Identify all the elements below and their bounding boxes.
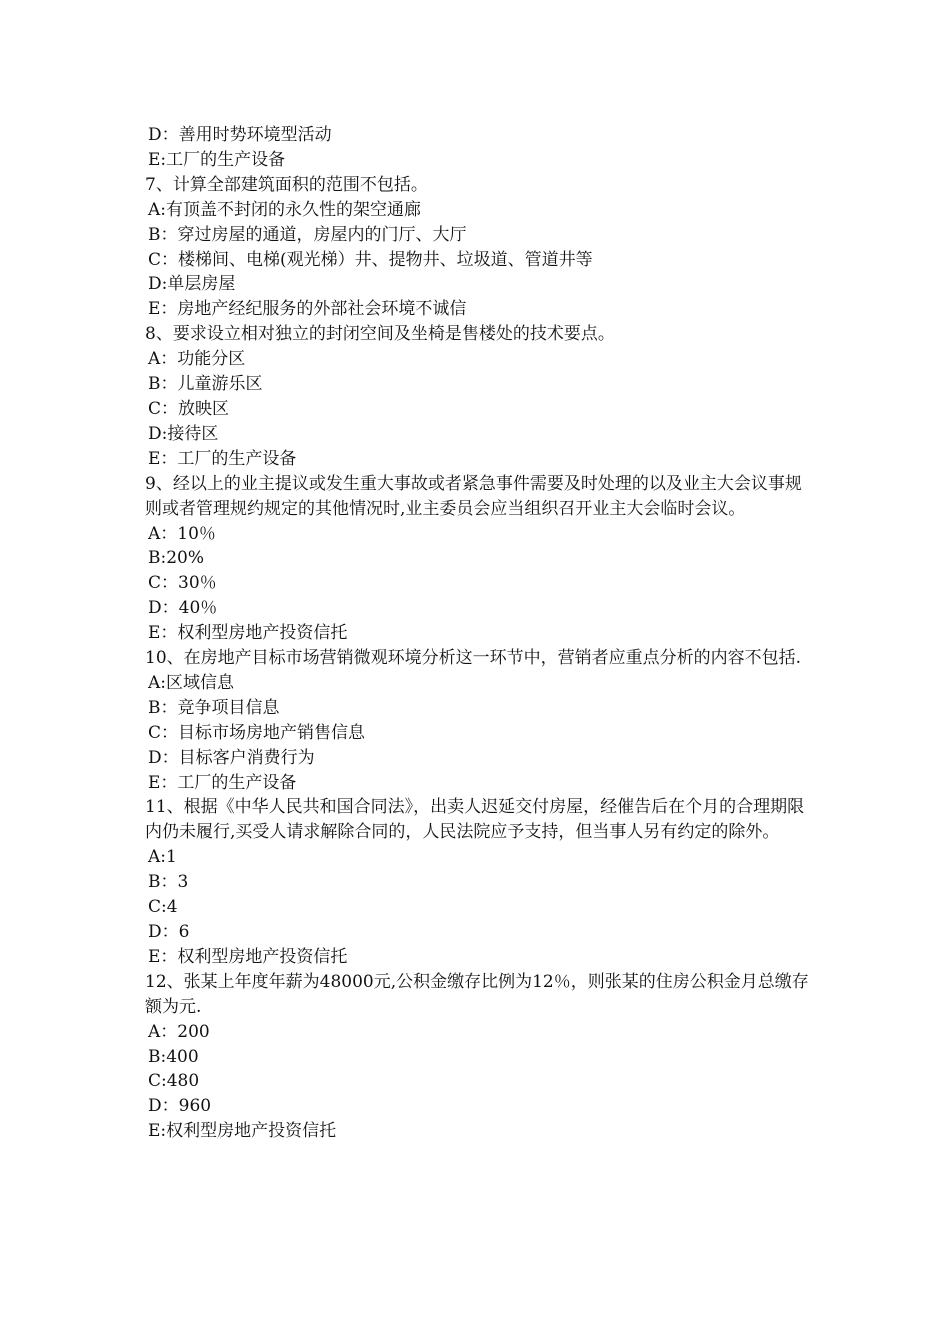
answer-option: C:480 [148,1071,200,1092]
answer-option: C:4 [148,897,178,918]
answer-option: C：楼梯间、电梯(观光梯）井、提物井、垃圾道、管道井等 [148,249,593,270]
answer-option: D：40％ [148,598,218,619]
answer-option: A:区域信息 [148,672,235,693]
answer-option: D：960 [148,1096,212,1117]
answer-option: E：权利型房地产投资信托 [148,946,348,967]
question-text: 12、张某上年度年薪为48000元,公积金缴存比例为12％，则张某的住房公积金月总缴存额为元. [145,971,809,1017]
answer-option: A：200 [148,1021,210,1042]
question-text: 11、根据《中华人民共和国合同法》，出卖人迟延交付房屋，经催告后在个月的合理期限内仍未履行,买受人请求解除合同的，人民法院应予支持，但当事人另有约定的除外。 [145,797,805,843]
answer-option: E：工厂的生产设备 [148,772,297,793]
answer-option: B：儿童游乐区 [148,374,263,395]
answer-option: D:接待区 [148,423,219,444]
answer-option: E：房地产经纪服务的外部社会环境不诚信 [148,299,467,320]
answer-option: D:单层房屋 [148,274,236,295]
answer-option: D：目标客户消费行为 [148,747,315,768]
answer-option: E：工厂的生产设备 [148,448,297,469]
answer-option: E：权利型房地产投资信托 [148,623,348,644]
question-text: 10、在房地产目标市场营销微观环境分析这一环节中，营销者应重点分析的内容不包括. [145,648,802,669]
answer-option: A：10％ [148,523,216,544]
answer-option: B：3 [148,872,189,893]
answer-option: A:有顶盖不封闭的永久性的架空通廊 [148,199,422,220]
answer-option: C：目标市场房地产销售信息 [148,722,366,743]
answer-option: E:工厂的生产设备 [148,149,286,170]
question-text: 9、经以上的业主提议或发生重大事故或者紧急事件需要及时处理的以及业主大会议事规则或者管理规约规定的其他情况时,业主委员会应当组织召开业主大会临时会议。 [145,473,802,519]
answer-option: D：6 [148,922,190,942]
answer-option: D：善用时势环境型活动 [148,125,332,145]
answer-option: B：竞争项目信息 [148,697,280,718]
answer-option: E:权利型房地产投资信托 [148,1121,337,1142]
answer-option: B:20% [148,548,205,569]
question-text: 8、要求设立相对独立的封闭空间及坐椅是售楼处的技术要点。 [145,324,615,345]
answer-option: B：穿过房屋的通道，房屋内的门厅、大厅 [148,224,467,245]
question-text: 7、计算全部建筑面积的范围不包括。 [145,174,428,195]
answer-option: A：功能分区 [148,349,246,370]
answer-option: C：30％ [148,573,217,594]
answer-option: A:1 [148,847,177,868]
answer-option: B:400 [148,1046,199,1067]
document-body [145,123,810,1144]
answer-option: C：放映区 [148,398,230,419]
